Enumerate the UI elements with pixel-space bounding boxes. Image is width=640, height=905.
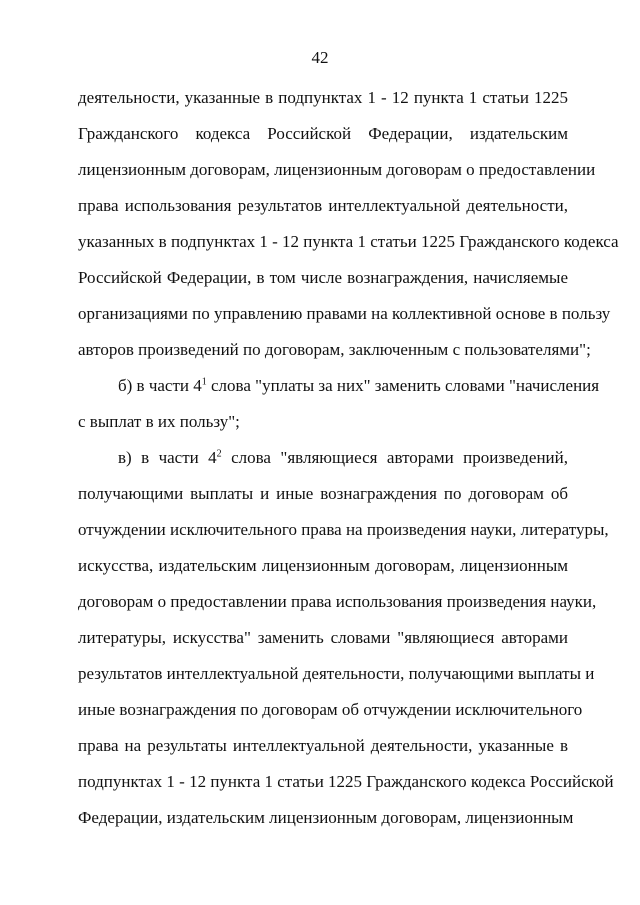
paragraph-b-rest: слова "уплаты за них" заменить словами "начисления xyxy=(206,376,600,395)
text-line: указанных в подпунктах 1 - 12 пункта 1 статьи 1225 Гражданского кодекса xyxy=(78,232,619,251)
text-line: иные вознаграждения по договорам об отчуждении исключительного xyxy=(78,700,583,719)
text-line: искусства, издательским лицензионным договорам, лицензионным xyxy=(78,556,568,575)
text-line: деятельности, указанные в подпунктах 1 - 12 пункта 1 статьи 1225 xyxy=(78,88,568,107)
text-line: литературы, искусства" заменить словами "являющиеся авторами xyxy=(78,628,568,647)
text-line: Российской Федерации, в том числе вознаграждения, начисляемые xyxy=(78,268,568,287)
text-line: получающими выплаты и иные вознаграждения по договорам об xyxy=(78,484,568,503)
paragraph-v-prefix: в) в части 4 xyxy=(118,448,217,467)
superscript: 1 xyxy=(201,376,207,388)
page-number: 42 xyxy=(311,48,329,67)
text-line: результатов интеллектуальной деятельности, получающими выплаты и xyxy=(78,664,595,683)
text-line: организациями по управлению правами на коллективной основе в пользу xyxy=(78,304,611,323)
text-line: отчуждении исключительного права на произведения науки, литературы, xyxy=(78,520,609,539)
paragraph-v-rest: слова "являющиеся авторами произведений, xyxy=(221,448,568,467)
superscript: 2 xyxy=(216,448,222,460)
text-line: лицензионным договорам, лицензионным договорам о предоставлении xyxy=(78,160,596,179)
text-line: с выплат в их пользу"; xyxy=(78,412,240,431)
text-line: Федерации, издательским лицензионным договорам, лицензионным xyxy=(78,808,574,827)
paragraph-b-prefix: б) в части 4 xyxy=(118,376,202,395)
paragraph-b-first-line xyxy=(118,376,600,396)
text-line: договорам о предоставлении права использования произведения науки, xyxy=(78,592,597,611)
text-line: права на результаты интеллектуальной деятельности, указанные в xyxy=(78,736,568,755)
text-line: авторов произведений по договорам, заключенным с пользователями"; xyxy=(78,340,591,359)
text-line: подпунктах 1 - 12 пункта 1 статьи 1225 Гражданского кодекса Российской xyxy=(78,772,614,791)
text-line: права использования результатов интеллектуальной деятельности, xyxy=(78,196,568,215)
text-line: Гражданского кодекса Российской Федерации, издательским xyxy=(78,124,568,143)
paragraph-v-first-line xyxy=(118,448,568,468)
